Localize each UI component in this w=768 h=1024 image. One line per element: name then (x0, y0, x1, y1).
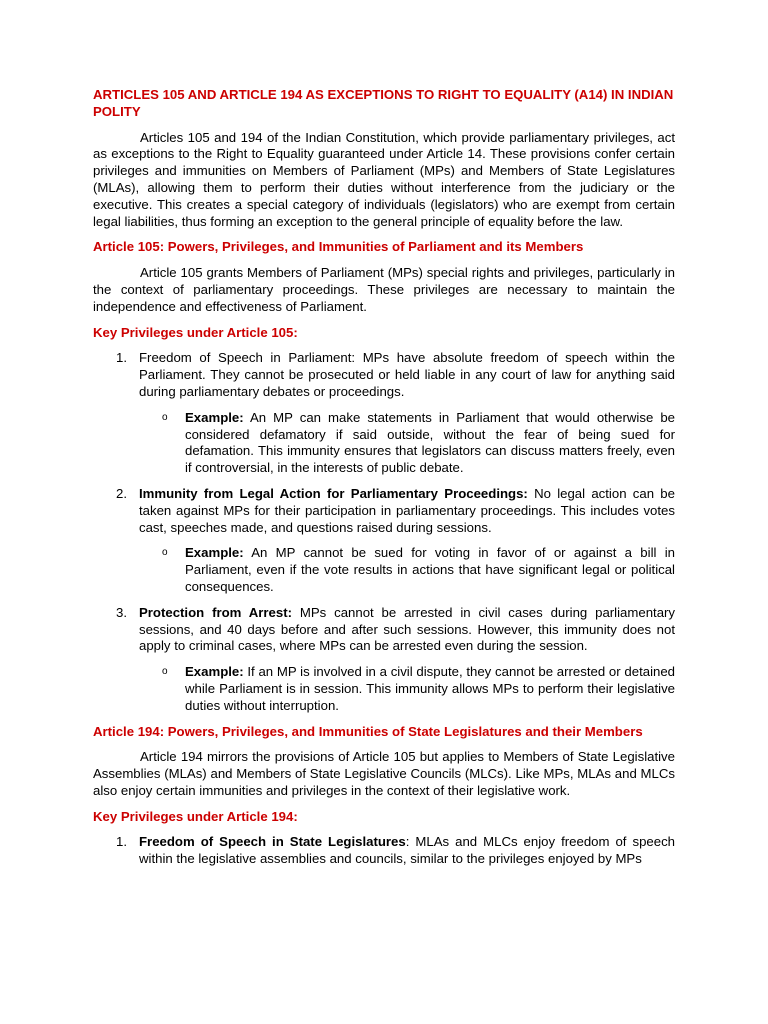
list-item-text (93, 486, 675, 536)
example-label: Example: (185, 409, 244, 425)
circle-bullet-icon: o (162, 666, 168, 678)
article-194-list (93, 834, 675, 868)
circle-bullet-icon: o (162, 411, 168, 423)
item-text: No legal action can be taken against MPs for their participation in parliamentary proceedings. This includes votes cast, speeches made, and questions raised during sessions. (139, 485, 675, 535)
article-105-paragraph: Article 105 grants Members of Parliament (MPs) special rights and privileges, particularly in the context of parliamentary proceedings. These privileges are necessary to maintain the independence and effectiveness of Parliament. (93, 265, 675, 314)
example-text: An MP can make statements in Parliament that would otherwise be considered defamatory if said outside, without the fear of being sued for defamation. This immunity ensures that legislators can discuss matters freely, even if controversial, in the interests of public debate. (185, 409, 675, 476)
intro-paragraph: Articles 105 and 194 of the Indian Constitution, which provide parliamentary privileges, act as exceptions to the Right to Equality guaranteed under Article 14. These provisions confer certain privileges and immunities on Members of Parliament (MPs) and Members of State Legislatures (MLAs), allowing them to perform their duties without interference from the judiciary or the executive. This creates a special category of individuals (legislators) who are exempt from certain legal liabilities, thus forming an exception to the general principle of equality before the law. (93, 129, 675, 229)
article-105-heading: Article 105: Powers, Privileges, and Immunities of Parliament and its Members (93, 239, 584, 255)
circle-bullet-icon: o (162, 547, 168, 559)
list-item (93, 605, 675, 715)
list-number: 1. (116, 350, 127, 366)
list-item-text (93, 605, 675, 655)
item-bold-label: Protection from Arrest: (139, 604, 292, 620)
document-body (93, 87, 675, 877)
example-subitem (93, 664, 675, 714)
item-bold-label: Freedom of Speech in State Legislatures (139, 834, 406, 850)
example-label: Example: (185, 664, 244, 680)
item-text: : MLAs and MLCs enjoy freedom of speech within the legislative assemblies and councils, similar to the privileges enjoyed by MPs (139, 834, 676, 867)
list-number: 2. (116, 485, 127, 501)
list-number: 1. (116, 834, 127, 850)
list-item (93, 350, 675, 477)
document-title: ARTICLES 105 AND ARTICLE 194 AS EXCEPTIONS TO RIGHT TO EQUALITY (A14) IN INDIAN POLITY (93, 87, 674, 119)
article-194-key-heading: Key Privileges under Article 194: (93, 808, 298, 824)
example-text: An MP cannot be sued for voting in favor of or against a bill in Parliament, even if the vote results in actions that have significant legal or political consequences. (185, 545, 675, 594)
article-105-list (93, 350, 675, 714)
article-105-key-heading: Key Privileges under Article 105: (93, 324, 298, 340)
article-194-paragraph: Article 194 mirrors the provisions of Article 105 but applies to Members of State Legislative Assemblies (MLAs) and Members of State Legislative Councils (MLCs). Like MPs, MLAs and MLCs also enjoy certain immunities and privileges in the context of their legislative work. (93, 749, 675, 798)
example-subitem (93, 410, 675, 477)
item-text: Freedom of Speech in Parliament: MPs have absolute freedom of speech within the Parliament. They cannot be prosecuted or held liable in any court of law for anything said during parliamentary debates or proceedings. (139, 350, 675, 399)
item-bold-label: Immunity from Legal Action for Parliamentary Proceedings: (139, 485, 528, 501)
list-number: 3. (116, 604, 127, 620)
example-subitem (93, 545, 675, 595)
list-item-text (93, 834, 675, 868)
list-item-text (93, 350, 675, 400)
item-text: MPs cannot be arrested in civil cases during parliamentary sessions, and 40 days before and after such sessions. However, this immunity does not apply to criminal cases, where MPs can be arrested even during the session. (139, 604, 676, 654)
example-label: Example: (185, 545, 244, 561)
article-194-heading: Article 194: Powers, Privileges, and Immunities of State Legislatures and their Members (93, 723, 643, 739)
list-item (93, 486, 675, 596)
list-item (93, 834, 675, 868)
example-text: If an MP is involved in a civil dispute, they cannot be arrested or detained while Parliament is in session. This immunity allows MPs to perform their legislative duties without interruption. (185, 664, 675, 713)
